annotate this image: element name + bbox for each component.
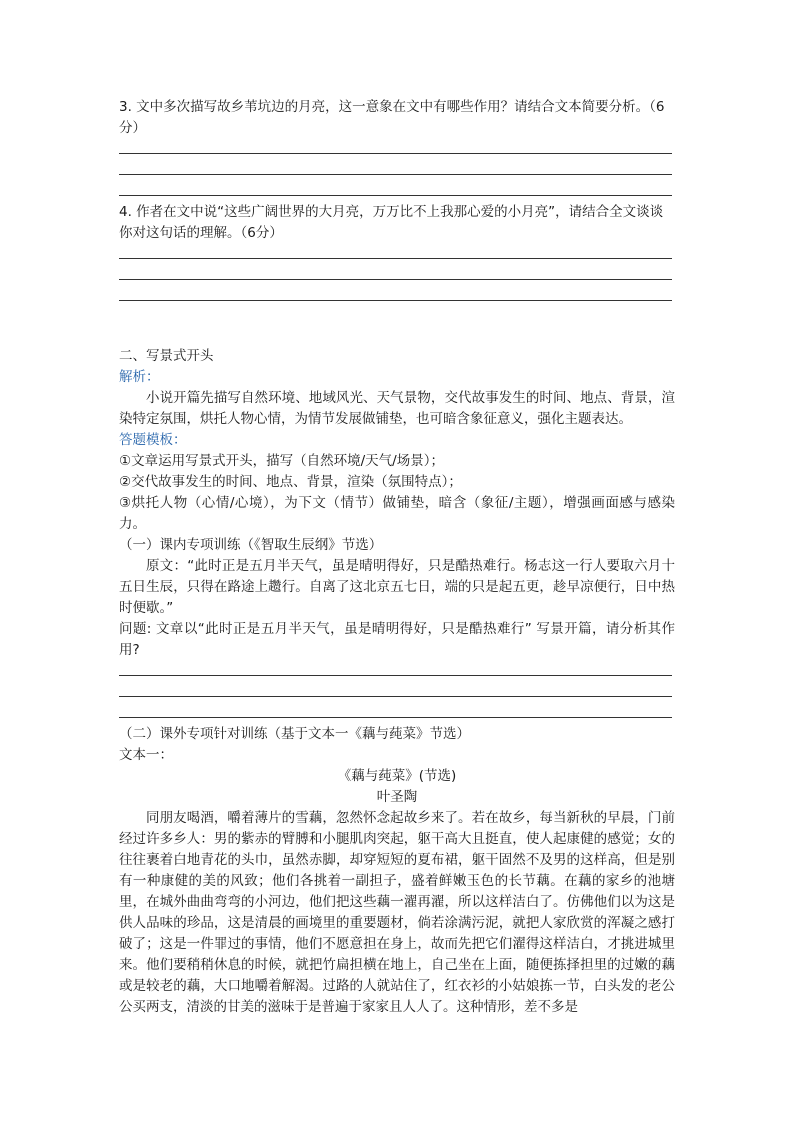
jiexi-text: 小说开篇先描写自然环境、地域风光、天气景物，交代故事发生的时间、地点、背景，渲染特定氛围，烘托人物心情，为情节发展做铺垫，也可暗含象征意义，强化主题表达。 — [119, 390, 675, 427]
template-label: 答题模板： — [119, 432, 187, 448]
jiexi-label: 解析： — [119, 369, 160, 385]
answer-line[interactable] — [119, 675, 672, 676]
answer-line[interactable] — [119, 279, 672, 280]
answer-line[interactable] — [119, 195, 672, 196]
answer-line[interactable] — [119, 696, 672, 697]
template-item-2: ②交代故事发生的时间、地点、背景，渲染（氛围特点）； — [119, 474, 462, 490]
answer-line[interactable] — [119, 258, 672, 259]
question-4: 4. 作者在文中说“这些广阔世界的大月亮，万万比不上我那心爱的小月亮”，请结合全文谈谈你对这句话的理解。（6分） — [119, 204, 664, 241]
training-2-title: （二）课外专项针对训练（基于文本一《藕与莼菜》节选） — [119, 726, 470, 742]
essay-body: 同朋友喝酒，嚼着薄片的雪藕，忽然怀念起故乡来了。若在故乡，每当新秋的早晨，门前经过许多乡人：男的紫赤的臂膊和小腿肌肉突起，躯干高大且挺直，使人起康健的感觉；女的往往裹着白地青花的头巾，虽然赤脚，却穿短短的夏布裙，躯干固然不及男的这样高，但是别有一种康健的美的风致；他们各挑着一副担子，盛着鲜嫩玉色的长节藕。在藕的家乡的池塘里，在城外曲曲弯弯的小河边，他们把这些藕一濯再濯，所以这样洁白了。仿佛他们以为这是供人品味的珍品，这是清晨的画境里的重要题材，倘若涂满污泥，就把人家欣赏的浑凝之感打破了；这是一件罪过的事情，他们不愿意担在身上，故而先把它们濯得这样洁白，才挑进城里来。他们要稍稍休息的时候，就把竹扁担横在地上，自己坐在上面，随便拣择担里的过嫩的藕或是较老的藕，大口地嚼着解渴。过路的人就站住了，红衣衫的小姑娘拣一节，白头发的老公公买两支，清淡的甘美的滋味于是普遍于家家且人人了。这种情形，差不多是 — [119, 810, 675, 1015]
text-one-label: 文本一： — [119, 747, 173, 763]
essay-author: 叶圣陶 — [376, 789, 418, 805]
question-3: 3. 文中多次描写故乡苇坑边的月亮，这一意象在文中有哪些作用？请结合文本简要分析。（6分） — [119, 99, 665, 136]
training-1-question: 问题: 文章以“此时正是五月半天气，虽是晴明得好，只是酷热难行” 写景开篇，请分析其作用? — [119, 621, 675, 658]
answer-line[interactable] — [119, 300, 672, 301]
section-heading: 二、写景式开头 — [119, 348, 214, 364]
training-1-original: 原文：“此时正是五月半天气，虽是晴明得好，只是酷热难行。杨志这一行人要取六月十五日生辰，只得在路途上趱行。自离了这北京五七日，端的只是起五更，趁早凉便行，日中热时便歇。” — [119, 558, 675, 616]
answer-line[interactable] — [119, 717, 672, 718]
answer-line[interactable] — [119, 153, 672, 154]
answer-line[interactable] — [119, 174, 672, 175]
essay-title: 《藕与莼菜》(节选) — [337, 768, 457, 784]
training-1-title: （一）课内专项训练（《智取生辰纲》节选） — [119, 537, 383, 553]
template-item-3: ③烘托人物（心情/心境），为下文（情节）做铺垫，暗含（象征/主题），增强画面感与感染力。 — [119, 495, 675, 532]
template-item-1: ①文章运用写景式开头，描写（自然环境/天气/场景）； — [119, 453, 444, 469]
